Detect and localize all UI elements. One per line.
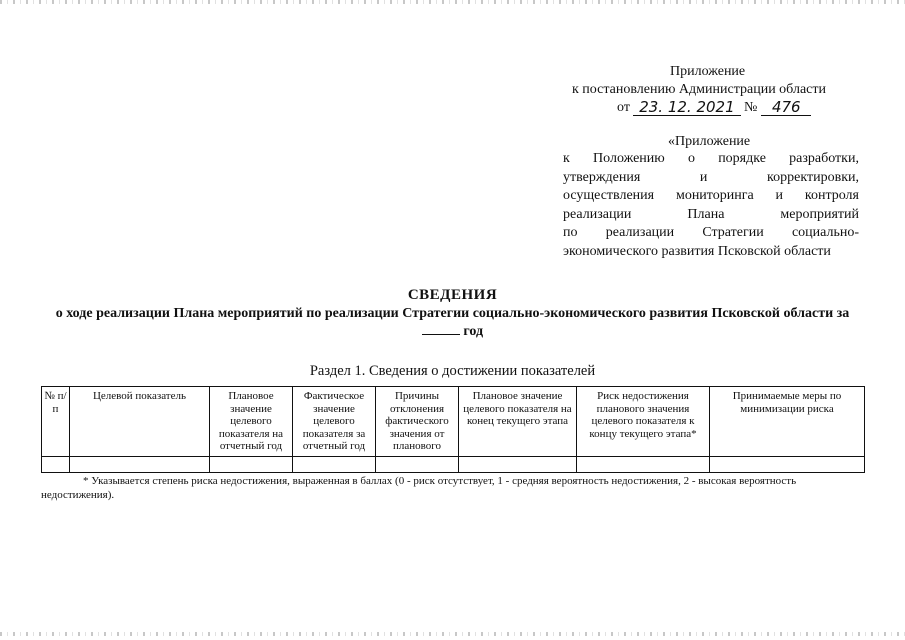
table-cell[interactable]	[459, 457, 577, 473]
regulation-word: мероприятий	[780, 206, 859, 222]
regulation-word: Плана	[687, 206, 725, 222]
regulation-word: по	[563, 225, 578, 240]
regulation-word: осуществления	[563, 188, 655, 203]
regulation-line	[563, 206, 859, 225]
table-header-row	[42, 387, 865, 457]
regulation-word: социально-	[791, 225, 859, 240]
header-deviation-reasons: Причины отклонения фактического значения от планового	[376, 387, 459, 457]
regulation-word: Положению	[593, 151, 665, 166]
regulation-line	[563, 150, 859, 169]
regulation-word: утверждения	[563, 169, 641, 185]
handwritten-date: 23. 12. 2021	[633, 99, 741, 116]
header-risk: Риск недостижения планового значения целевого показателя к концу текущего этапа*	[577, 387, 710, 457]
regulation-line	[563, 169, 859, 188]
year-blank	[422, 322, 460, 335]
table-cell[interactable]	[577, 457, 710, 473]
header-planned-value-stage: Плановое значение целевого показателя на конец текущего этапа	[459, 387, 577, 457]
regulation-appendix-text	[563, 150, 859, 261]
subtitle-year-word: год	[463, 324, 484, 339]
scan-edge-bottom	[0, 632, 905, 636]
footnote: * Указывается степень риска недостижения, выраженная в баллах (0 - риск отсутствует, 1 - средняя вероятность недостижения, 2 - высокая вероятность недостижения).	[41, 475, 797, 501]
regulation-word: о	[687, 151, 695, 166]
regulation-word: разработки,	[789, 151, 859, 166]
regulation-word: мониторинга	[675, 188, 754, 203]
regulation-line	[563, 224, 859, 243]
header-planned-value-year: Плановое значение целевого показателя на отчетный год	[210, 387, 293, 457]
regulation-word: экономического развития Псковской области	[563, 243, 831, 259]
table-cell[interactable]	[376, 457, 459, 473]
subtitle-text: о ходе реализации Плана мероприятий по реализации Стратегии социально-экономического развития Псковской области за	[55, 306, 850, 321]
document-title: СВЕДЕНИЯ	[407, 287, 498, 303]
header-target-indicator: Целевой показатель	[70, 387, 210, 457]
table-cell[interactable]	[210, 457, 293, 473]
header-actual-value-year: Фактическое значение целевого показателя за отчетный год	[293, 387, 376, 457]
scan-edge-top	[0, 0, 905, 4]
table-cell[interactable]	[710, 457, 865, 473]
regulation-word: реализации	[605, 225, 675, 240]
table-cell[interactable]	[70, 457, 210, 473]
regulation-word: к	[563, 151, 570, 166]
section-title: Раздел 1. Сведения о достижении показателей	[309, 363, 596, 379]
regulation-line	[563, 187, 859, 206]
regulation-word: Стратегии	[702, 225, 764, 240]
regulation-word: корректировки,	[767, 169, 859, 185]
regulation-word: контроля	[804, 188, 859, 203]
header-number: № п/п	[42, 387, 70, 457]
appendix-date-line	[617, 99, 811, 116]
header-measures: Принимаемые меры по минимизации риска	[710, 387, 865, 457]
appendix-resolution-line: к постановлению Администрации области	[572, 82, 826, 97]
indicators-table	[41, 386, 865, 473]
handwritten-number: 476	[761, 99, 811, 116]
document-subtitle	[40, 305, 865, 340]
regulation-word: реализации	[563, 206, 632, 222]
regulation-line	[563, 243, 859, 262]
regulation-word: порядке	[718, 151, 766, 166]
appendix-title: Приложение	[670, 64, 746, 79]
regulation-word: и	[775, 188, 784, 203]
date-prefix: от	[617, 100, 630, 115]
regulation-word: и	[699, 169, 708, 185]
regulation-appendix-title: «Приложение	[668, 134, 751, 149]
table-cell[interactable]	[293, 457, 376, 473]
table-cell[interactable]	[42, 457, 70, 473]
table-row	[42, 457, 865, 473]
number-sign: №	[743, 100, 758, 115]
